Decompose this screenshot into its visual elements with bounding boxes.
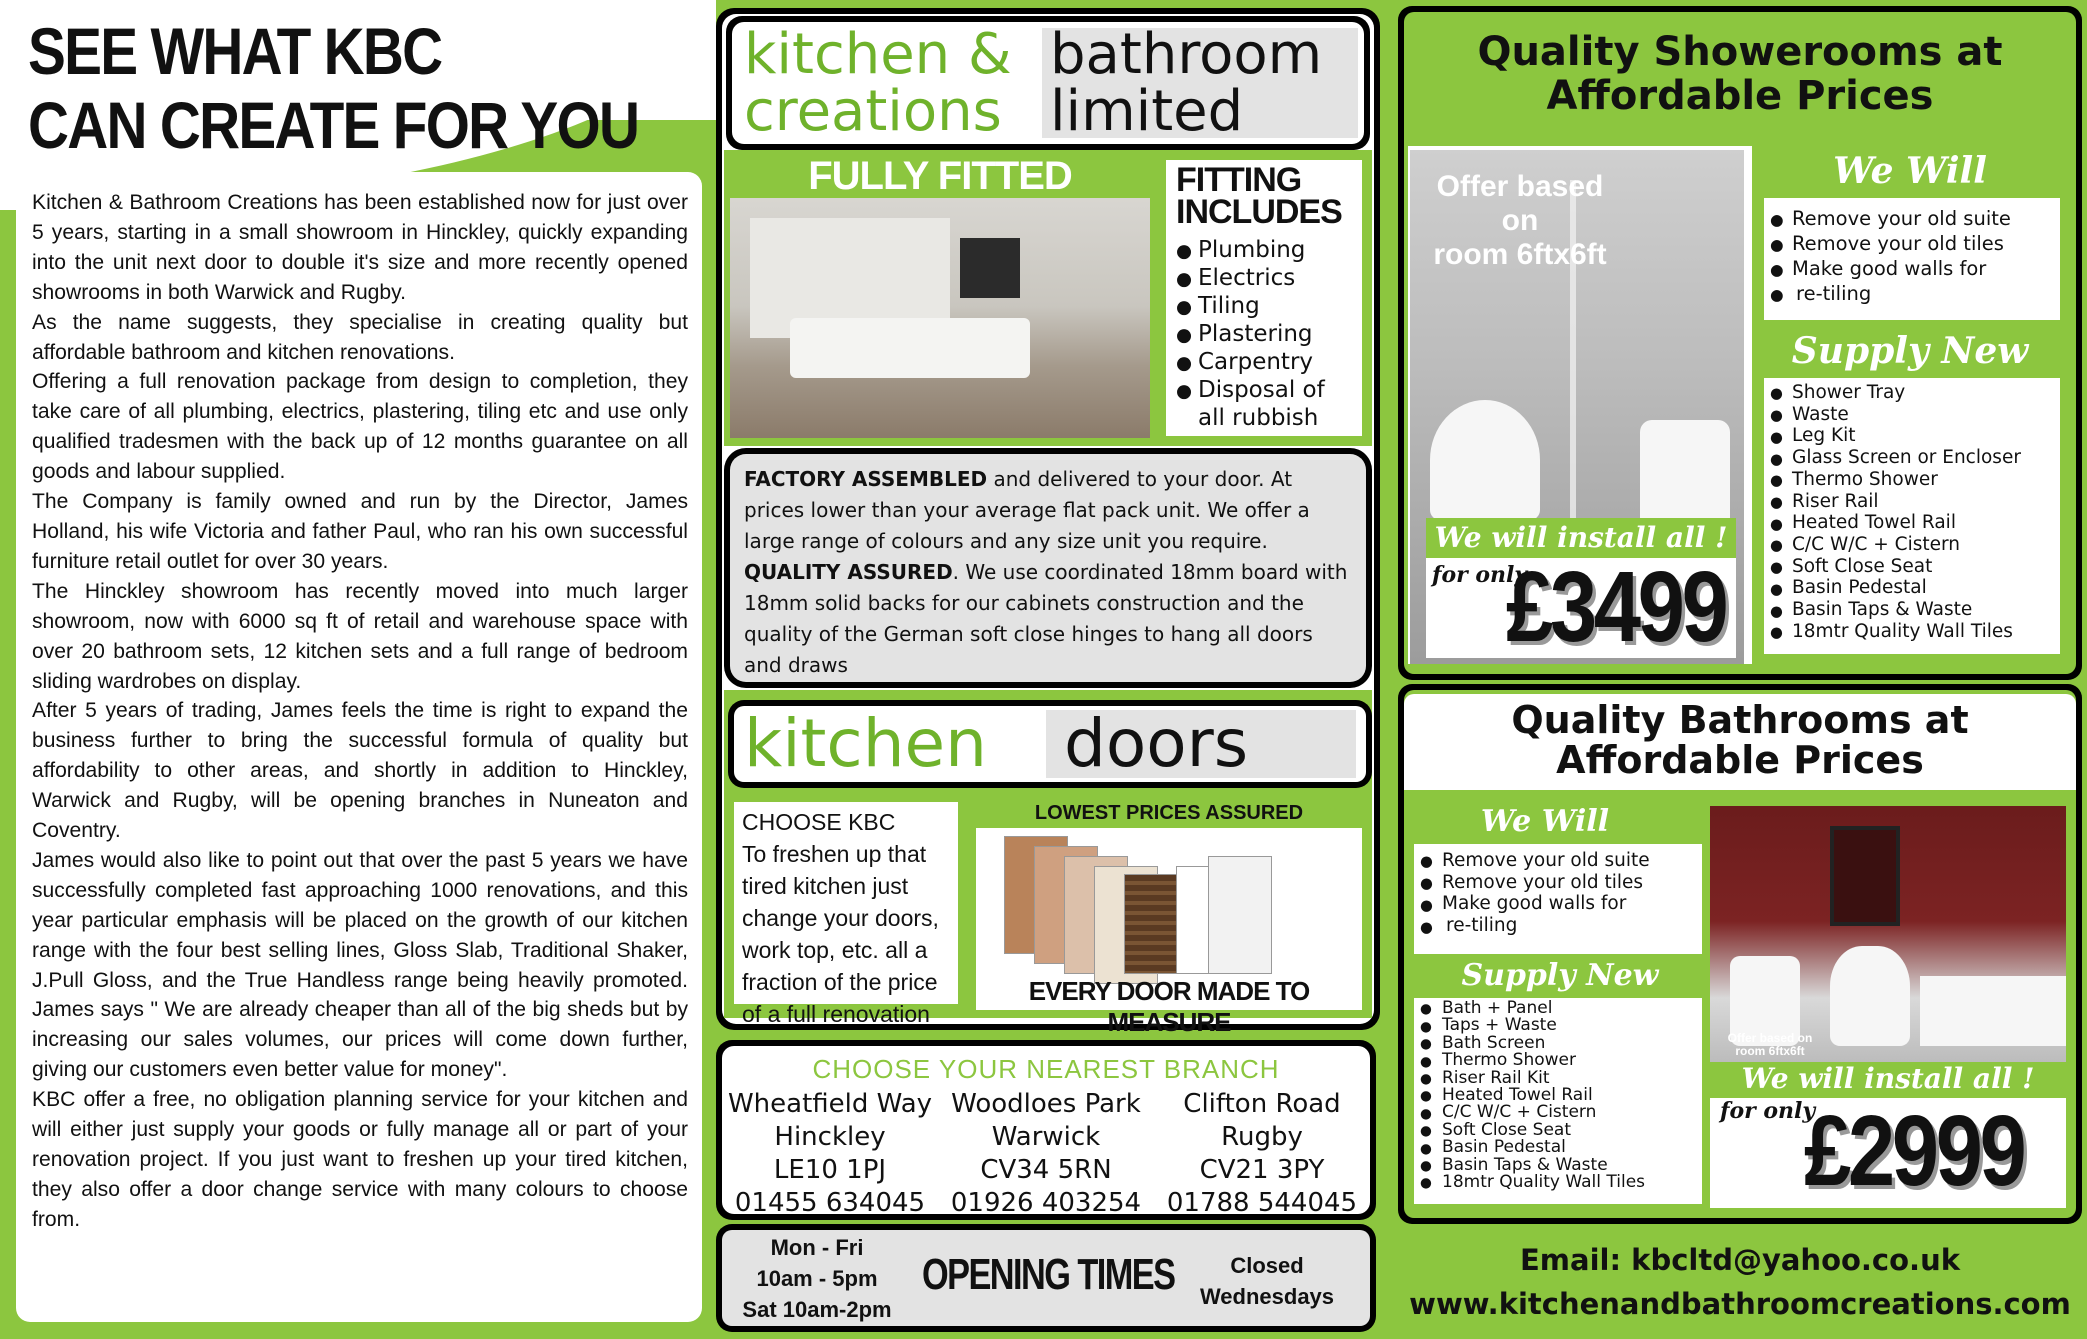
closed-day xyxy=(1192,1250,1342,1312)
list-item: ● Remove your old suite xyxy=(1770,206,2054,231)
list-item: ● Remove your old tiles xyxy=(1420,872,1696,894)
title-line: Affordable Prices xyxy=(1556,738,1924,782)
list-item: ● Taps + Waste xyxy=(1420,1017,1696,1034)
list-item: ● Bath Screen xyxy=(1420,1035,1696,1052)
article-paragraph: After 5 years of trading, James feels the time is right to expand the business further to bring the successful formula of quality but affordability to other areas, and shortly in addition to Hinckley, Warwick and Rugby, will be opening branches in Nuneaton and Coventry. xyxy=(32,699,688,843)
shower-we-will-list xyxy=(1770,206,2054,306)
branch-street: Clifton Road xyxy=(1183,1089,1341,1119)
bath-install-all: We will install all ! xyxy=(1741,1062,2035,1095)
kitchen-oven xyxy=(960,238,1020,298)
list-item: ● Thermo Shower xyxy=(1770,469,2054,491)
factory-inner xyxy=(730,454,1366,682)
hours-line: Sat 10am-2pm xyxy=(742,1297,892,1322)
factory-box xyxy=(724,448,1372,688)
mirror xyxy=(1830,826,1900,926)
for-only-label: for only xyxy=(1720,1098,1816,1124)
article-paragraph: As the name suggests, they specialise in creating quality but affordable bathroom and kitchen renovations. xyxy=(32,310,688,364)
logo-word: bathroom xyxy=(1050,22,1323,87)
website-link[interactable]: www.kitchenandbathroomcreations.com xyxy=(1409,1287,2071,1321)
list-item: ● 18mtr Quality Wall Tiles xyxy=(1420,1174,1696,1191)
factory-text xyxy=(744,464,1352,681)
fitting-title xyxy=(1176,161,1358,231)
list-item: ● Electrics xyxy=(1176,264,1358,292)
logo-frame xyxy=(726,16,1370,150)
list-item: ● Riser Rail xyxy=(1770,491,2054,513)
door-samples xyxy=(976,828,1362,1037)
branch-town: Rugby xyxy=(1221,1122,1303,1152)
branch-postcode: CV34 5RN xyxy=(980,1155,1112,1185)
shower-install-all: We will install all ! xyxy=(1426,518,1736,558)
list-item: ● Bath + Panel xyxy=(1420,1000,1696,1017)
factory-copy: and delivered to your door. At prices lower than your average flat pack unit. We offer a large range of colours and any size unit you require. xyxy=(744,467,1310,553)
choose-kbc-text: To freshen up that tired kitchen just change your doors, work top, etc. all a fraction of the price of a full renovation xyxy=(742,841,939,1027)
title-line: Affordable Prices xyxy=(1546,73,1934,119)
offer-line: Offer based on xyxy=(1436,170,1604,237)
contact-info xyxy=(1398,1238,2082,1326)
list-item: ● Make good walls for xyxy=(1420,893,1696,915)
list-item: ● Remove your old suite xyxy=(1420,850,1696,872)
branches-inner xyxy=(722,1046,1370,1218)
door-sample xyxy=(1208,856,1272,974)
list-item: ● 18mtr Quality Wall Tiles xyxy=(1770,621,2054,643)
fitting-title-line: INCLUDES xyxy=(1176,193,1342,231)
list-item: ● Disposal of all rubbish xyxy=(1176,376,1358,432)
factory-bold: FACTORY ASSEMBLED xyxy=(744,467,988,491)
every-door-label: EVERY DOOR MADE TO MEASURE xyxy=(1028,976,1310,1037)
list-item: ● Carpentry xyxy=(1176,348,1358,376)
opening-times-frame xyxy=(716,1224,1376,1332)
bathroom-supply-list xyxy=(1420,1000,1696,1191)
article-paragraph: The Hinckley showroom has recently moved into much larger showroom, now with 6000 sq ft of retail and warehouse space with over 20 bathroom sets, 12 kitchen sets and a full range of bedroom sliding wardrobes on display. xyxy=(32,579,688,693)
title-line: Quality Bathrooms at xyxy=(1511,698,1969,742)
logo-inner xyxy=(732,22,1364,144)
middle-column xyxy=(716,0,1388,1339)
list-item: ● Waste xyxy=(1770,404,2054,426)
list-item: ● Soft Close Seat xyxy=(1770,556,2054,578)
showeroom-title xyxy=(1408,14,2072,118)
list-item: ● Leg Kit xyxy=(1770,425,2054,447)
list-item: ● C/C W/C + Cistern xyxy=(1770,534,2054,556)
headline-line-2: CAN CREATE FOR YOU xyxy=(28,88,639,162)
branch-warwick xyxy=(938,1088,1154,1220)
list-item: ● C/C W/C + Cistern xyxy=(1420,1104,1696,1121)
branch-hinckley xyxy=(722,1088,938,1220)
logo-word: creations xyxy=(744,79,1002,144)
article-paragraph: The Company is family owned and run by the Director, James Holland, his wife Victoria and father Paul, who ran his own successful furniture retail outlet for over 30 years. xyxy=(32,490,688,573)
weekday-hours xyxy=(742,1232,892,1325)
shower-we-will-box xyxy=(1764,198,2060,320)
hours-line: Mon - Fri xyxy=(770,1235,864,1260)
basin xyxy=(1430,400,1540,520)
offer-line: room 6ftx6ft xyxy=(1735,1044,1805,1058)
basin xyxy=(1830,946,1910,1046)
choose-kbc-box xyxy=(728,796,964,1027)
article-paragraph: Offering a full renovation package from design to completion, they take care of all plumbing, electrics, plastering, tiling etc and use only qualified tradesmen with the back up of 12 months guarantee on all goods and labour supplied. xyxy=(32,370,688,484)
bathroom-header xyxy=(1404,694,2076,790)
branches-frame xyxy=(716,1040,1376,1220)
doors-title-frame xyxy=(728,700,1372,788)
shower-price: £3499 xyxy=(1506,551,1726,663)
shower-we-will-title: We Will xyxy=(1833,150,1987,192)
fully-fitted-title: FULLY FITTED xyxy=(728,154,1152,198)
branch-phone: 01455 634045 xyxy=(734,1188,926,1218)
branch-postcode: LE10 1PJ xyxy=(773,1155,887,1185)
article-paragraph: James would also like to point out that over the past 5 years we have successfully completed fast approaching 1000 renovations, and this year particular emphasis will be placed on the growth of our kitchen range with the four best selling lines, Gloss Slab, Traditional Shaker, J.Pull Gloss, and the True Handless range being heavily promoted. James says " We are already cheaper than all of the big sheds but by increasing our sales volumes, our prices will come down further, giving our customers even better value for money". xyxy=(32,848,688,1082)
lowest-prices-banner: LOWEST PRICES ASSURED xyxy=(976,798,1362,828)
list-item: ● Plumbing xyxy=(1176,236,1358,264)
doors-title-inner xyxy=(734,706,1366,782)
list-item: ● Plastering xyxy=(1176,320,1358,348)
opening-times-inner xyxy=(722,1230,1370,1326)
closed-line: Wednesdays xyxy=(1199,1284,1335,1309)
list-item: ● re-tiling xyxy=(1420,915,1696,937)
bathroom-title xyxy=(1404,694,2076,780)
list-item: ● Basin Pedestal xyxy=(1770,577,2054,599)
branch-town: Warwick xyxy=(991,1122,1101,1152)
bath-price: £2999 xyxy=(1804,1095,2024,1207)
list-item: ● Soft Close Seat xyxy=(1420,1122,1696,1139)
title-line: Quality Showerooms at xyxy=(1477,29,2003,75)
factory-bold: QUALITY ASSURED xyxy=(744,560,953,584)
list-item: ● Riser Rail Kit xyxy=(1420,1070,1696,1087)
branch-phone: 01926 403254 xyxy=(950,1188,1142,1218)
list-item: ● Basin Taps & Waste xyxy=(1420,1157,1696,1174)
list-item: ● Thermo Shower xyxy=(1420,1052,1696,1069)
shower-supply-list xyxy=(1770,382,2054,642)
logo-green-text xyxy=(744,22,1012,144)
choose-kbc-title: CHOOSE KBC xyxy=(742,809,896,835)
offer-line: room 6ftx6ft xyxy=(1433,238,1607,271)
shower-supply-box xyxy=(1764,378,2060,654)
bathroom-supply-box xyxy=(1414,998,1702,1204)
showeroom-header xyxy=(1408,14,2072,146)
opening-times-title: OPENING TIMES xyxy=(922,1250,1175,1299)
doors-title-green: kitchen xyxy=(744,705,987,782)
article-column xyxy=(0,0,716,1339)
offer-line: Offer based on xyxy=(1727,1031,1813,1045)
bathroom-photo xyxy=(1710,806,2066,1062)
bath xyxy=(1920,976,2066,1046)
hours-line: 10am - 5pm xyxy=(756,1266,878,1291)
kitchen-photo xyxy=(730,198,1150,438)
doors-title-black: doors xyxy=(1064,705,1249,782)
bath-price-box xyxy=(1710,1095,2066,1208)
logo-black-text xyxy=(1050,22,1323,144)
list-item: ● Tiling xyxy=(1176,292,1358,320)
shower-supply-title: Supply New xyxy=(1791,330,2029,372)
fitting-list xyxy=(1176,236,1358,432)
bathroom-we-will-box xyxy=(1414,844,1702,954)
list-item: ● re-tiling xyxy=(1770,281,2054,306)
headline xyxy=(28,14,639,162)
toilet xyxy=(1640,420,1730,530)
list-item: ● Heated Towel Rail xyxy=(1420,1087,1696,1104)
list-item: ● Heated Towel Rail xyxy=(1770,512,2054,534)
branches-title: CHOOSE YOUR NEAREST BRANCH xyxy=(812,1054,1280,1084)
bathroom-supply-title: Supply New xyxy=(1461,958,1659,993)
closed-line: Closed xyxy=(1230,1253,1304,1278)
branch-street: Wheatfield Way xyxy=(727,1089,933,1119)
factory-copy: . We use coordinated 18mm board with 18mm solid backs for our cabinets construction and the quality of the German soft close hinges to hang all doors and draws xyxy=(744,560,1348,677)
shower-price-box xyxy=(1426,551,1736,663)
kitchen-island xyxy=(790,318,1030,378)
branch-street: Woodloes Park xyxy=(951,1089,1141,1119)
list-item: ● Basin Pedestal xyxy=(1420,1139,1696,1156)
list-item: ● Make good walls for xyxy=(1770,256,2054,281)
bathroom-we-will-list xyxy=(1420,850,1696,937)
logo-word: kitchen & xyxy=(744,22,1012,87)
logo-word: limited xyxy=(1050,79,1244,144)
fitting-includes-box xyxy=(1160,154,1368,442)
list-item: ● Basin Taps & Waste xyxy=(1770,599,2054,621)
list-item: ● Shower Tray xyxy=(1770,382,2054,404)
article-paragraph: Kitchen & Bathroom Creations has been established now for just over 5 years, starting in a small showroom in Hinckley, quickly expanding into the unit next door to double it's size and more recently opened showrooms in both Warwick and Rugby. xyxy=(32,191,688,304)
email-address[interactable]: Email: kbcltd@yahoo.co.uk xyxy=(1519,1243,1960,1277)
bath-offer xyxy=(1710,1032,1830,1058)
for-only-label: for only xyxy=(1432,562,1528,588)
list-item: ● Remove your old tiles xyxy=(1770,231,2054,256)
branch-town: Hinckley xyxy=(774,1122,886,1152)
article-body xyxy=(32,188,688,1235)
shower-offer xyxy=(1420,170,1620,272)
branch-phone: 01788 544045 xyxy=(1166,1188,1358,1218)
article-paragraph: KBC offer a free, no obligation planning service for your kitchen and will either just supply your goods or fully manage all or part of your renovation project. If you just want to freshen up your tired kitchen, they also offer a door change service with many colours to choose from. xyxy=(32,1088,688,1231)
bathroom-we-will-title: We Will xyxy=(1480,804,1610,839)
headline-line-1: SEE WHAT KBC xyxy=(28,14,442,88)
list-item: ● Glass Screen or Encloser xyxy=(1770,447,2054,469)
fitting-title-line: FITTING xyxy=(1176,161,1302,199)
branch-postcode: CV21 3PY xyxy=(1199,1155,1325,1185)
branch-rugby xyxy=(1154,1088,1370,1220)
